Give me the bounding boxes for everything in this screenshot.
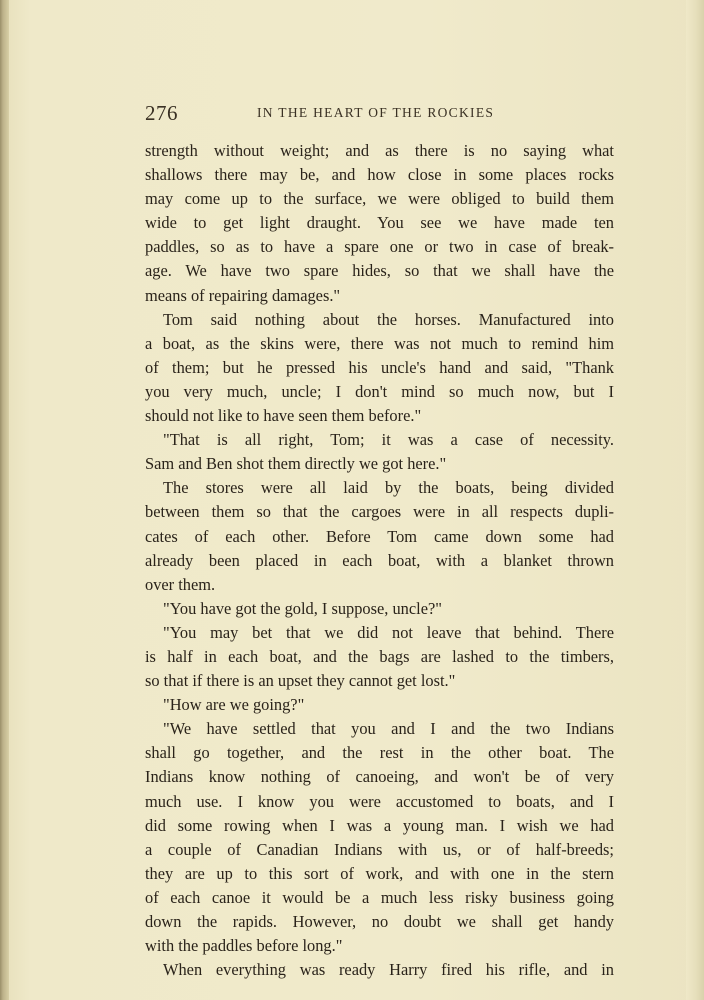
text-line: "You have got the gold, I suppose, uncle?" <box>163 598 442 618</box>
text-line: should not like to have seen them before." <box>145 406 422 426</box>
text-line: "We have settled that you and I and the two Indians <box>163 719 614 739</box>
text-line: The stores were all laid by the boats, being divided <box>163 478 614 498</box>
text-line: "You may bet that we did not leave that behind. There <box>163 622 614 642</box>
text-line: they are up to this sort of work, and with one in the stern <box>145 863 614 883</box>
page-number: 276 <box>145 101 178 125</box>
text-line: is half in each boat, and the bags are lashed to the timbers, <box>145 646 614 666</box>
text-line: down the rapids. However, no doubt we shall get handy <box>145 912 614 931</box>
text-line: shallows there may be, and how close in some places rocks <box>145 165 614 185</box>
text-line: you very much, uncle; I don't mind so much now, but I <box>145 381 614 401</box>
text-line: did some rowing when I was a young man. I wish we had <box>145 815 614 835</box>
text-line: means of repairing damages." <box>145 285 341 305</box>
running-head <box>145 101 615 125</box>
text-line: age. We have two spare hides, so that we shall have the <box>145 261 614 281</box>
text-line: wide to get light draught. You see we have made ten <box>145 213 614 233</box>
text-line: paddles, so as to have a spare one or two in case of break- <box>145 237 614 257</box>
text-line: Tom said nothing about the horses. Manufactured into <box>163 309 614 329</box>
text-line: cates of each other. Before Tom came down some had <box>145 526 614 546</box>
text-line: of each canoe it would be a much less risky business going <box>145 887 614 907</box>
text-line: over them. <box>145 574 216 594</box>
text-line: When everything was ready Harry fired his rifle, and in <box>163 960 614 980</box>
text-line: so that if there is an upset they cannot get lost." <box>145 671 456 691</box>
text-line: of them; but he pressed his uncle's hand and said, "Thank <box>145 357 614 377</box>
running-title: IN THE HEART OF THE ROCKIES <box>257 105 495 120</box>
text-line: "How are we going?" <box>163 695 305 715</box>
text-line: much use. I know you were accustomed to boats, and I <box>145 791 614 811</box>
text-line: strength without weight; and as there is no saying what <box>145 141 614 160</box>
text-line: already been placed in each boat, with a blanket thrown <box>145 550 614 570</box>
page-edge-shadow <box>686 0 704 1000</box>
page-spine-shadow <box>0 0 9 1000</box>
text-line: a boat, as the skins were, there was not much to remind him <box>145 333 614 353</box>
text-line: Sam and Ben shot them directly we got here." <box>145 454 447 474</box>
text-line: may come up to the surface, we were obliged to build them <box>145 189 614 209</box>
body-text <box>145 139 614 982</box>
text-line: shall go together, and the rest in the other boat. The <box>145 743 614 763</box>
text-line: Indians know nothing of canoeing, and won't be of very <box>145 767 614 787</box>
text-line: with the paddles before long." <box>145 936 343 956</box>
text-line: between them so that the cargoes were in all respects dupli- <box>145 502 614 522</box>
text-line: "That is all right, Tom; it was a case of necessity. <box>163 430 614 450</box>
text-line: a couple of Canadian Indians with us, or of half-breeds; <box>145 839 614 859</box>
